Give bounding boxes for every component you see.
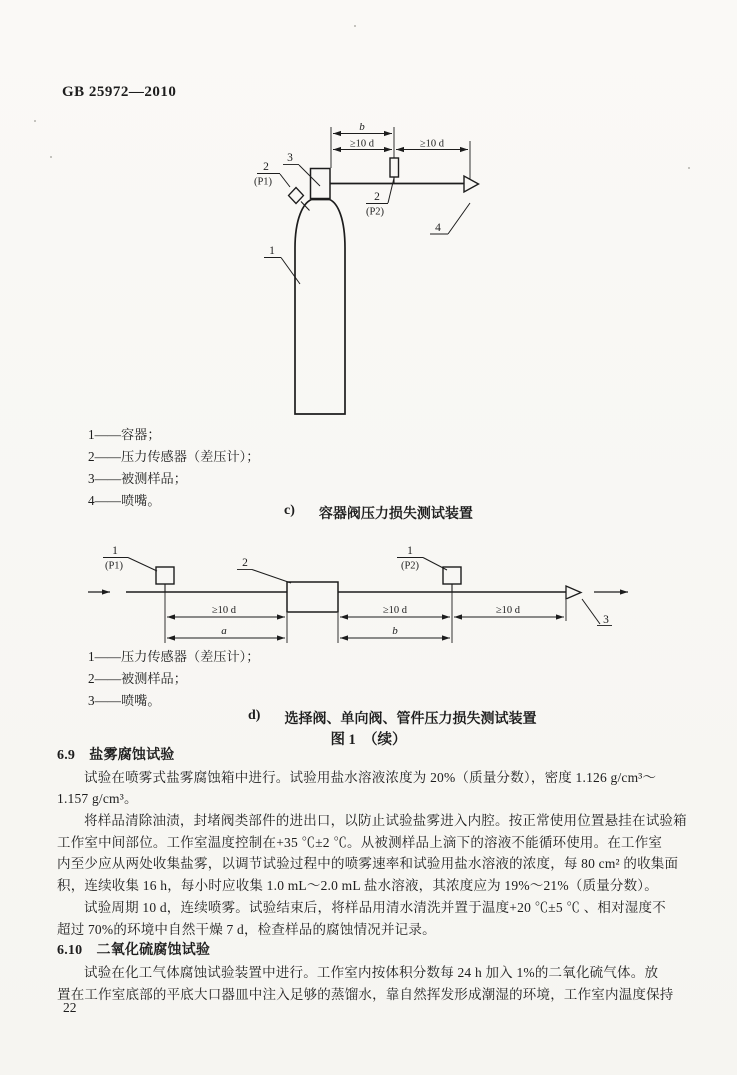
legend-item: 1——容器； <box>88 427 161 442</box>
callout-valve: 3 <box>287 152 293 164</box>
pressure-sensor-p1 <box>156 567 174 584</box>
callout-sensor1-num: 2 <box>263 161 269 173</box>
dim-label-10d: ≥10 d <box>211 605 237 616</box>
callout-nozzle: 3 <box>603 614 609 626</box>
dim-label-b: b <box>392 625 398 637</box>
dimension-extension-lines <box>331 127 470 181</box>
caption-c-label: c) <box>284 503 295 518</box>
dim-label-a: a <box>221 625 227 637</box>
figure-title: 图 1 （续） <box>330 732 407 748</box>
leader-line <box>423 558 447 571</box>
paragraph-line: 工作室中间部位。工作室温度控制在+35 ℃±2 ℃。从被测样品上滴下的溶液不能循环使用。在工作室 <box>57 834 663 850</box>
leader-line <box>281 258 300 285</box>
paragraph-line: 试验周期 10 d，连续喷雾。试验结束后，将样品用清水清洗并置于温度+20 ℃±5 ℃ 、相对湿度不 <box>84 899 666 915</box>
page-number: 22 <box>63 1000 77 1015</box>
paragraph-line: 内至少应从两处收集盐雾，以调节试验过程中的喷雾速率和试验用盐水溶液的浓度，每 80 cm² 的收集面 <box>57 856 679 872</box>
section-heading-6-10: 6.10 二氧化硫腐蚀试验 <box>57 943 211 959</box>
paragraph-line: 将样品清除油渍，封堵阀类部件的进出口，以防止试验盐雾进入内腔。按正常使用位置悬挂在试验箱 <box>84 813 687 829</box>
pressure-sensor-p2 <box>390 158 399 177</box>
body-text <box>57 745 685 1005</box>
callout-sensor1-tag: (P1) <box>253 176 273 188</box>
gas-cylinder <box>295 200 345 415</box>
paragraph-line: 置在工作室底部的平底大口器皿中注入足够的蒸馏水，靠自然挥发形成潮湿的环境，工作室内温度保持 <box>57 986 674 1002</box>
caption-d <box>248 708 536 728</box>
nozzle-symbol <box>566 586 581 599</box>
legend-item: 2——压力传感器（差压计）； <box>88 448 260 464</box>
diagram-valve-fitting-test <box>0 535 737 647</box>
paragraph-line: 超过 70%的环境中自然干燥 7 d，检查样品的腐蚀情况并记录。 <box>57 921 436 937</box>
dim-label-10d: ≥10 d <box>495 605 521 616</box>
scan-speck <box>354 25 356 27</box>
leader-line <box>128 558 157 572</box>
legend-item: 2——被测样品； <box>88 670 187 686</box>
callout-sensor2-tag: (P2) <box>400 560 420 572</box>
callout-sensor2-tag: (P2) <box>365 206 385 218</box>
test-sample <box>287 582 338 612</box>
caption-c-text: 容器阀压力损失测试装置 <box>318 507 473 522</box>
dim-label-b: b <box>359 121 365 133</box>
dim-label-10d: ≥10 d <box>419 138 445 150</box>
container-valve <box>311 169 331 199</box>
leader-line <box>582 599 600 624</box>
pressure-sensor-p1 <box>289 188 304 204</box>
dim-label-10d: ≥10 d <box>382 605 408 616</box>
leader-line <box>280 174 290 187</box>
leader-line <box>388 178 394 203</box>
caption-d-label: d) <box>248 708 261 723</box>
leader-line <box>448 203 470 234</box>
section-heading-6-9: 6.9 盐雾腐蚀试验 <box>57 748 175 763</box>
callout-sensor2-num: 1 <box>407 545 413 557</box>
callout-container: 1 <box>269 245 275 257</box>
callout-sample: 2 <box>242 557 248 569</box>
paragraph-line: 试验在化工气体腐蚀试验装置中进行。工作室内按体积分数每 24 h 加入 1%的二氧化硫气体。放 <box>84 964 659 980</box>
diagram-container-valve-test <box>0 110 737 422</box>
leader-line <box>252 570 291 584</box>
legend-c <box>88 424 259 512</box>
callout-sensor1-tag: (P1) <box>104 560 124 572</box>
legend-item: 1——压力传感器（差压计）； <box>88 649 260 664</box>
paragraph-line: 积，连续收集 16 h，每小时应收集 1.0 mL～2.0 mL 盐水溶液，其浓度应为 19%～21%（质量分数）。 <box>57 878 658 894</box>
paragraph-line: 试验在喷雾式盐雾腐蚀箱中进行。试验用盐水溶液浓度为 20%（质量分数），密度 1.126 g/cm³～ <box>84 769 657 785</box>
dim-label-10d: ≥10 d <box>349 138 375 150</box>
paragraph-line: 1.157 g/cm³。 <box>57 791 138 807</box>
legend-item: 4——喷嘴。 <box>88 492 161 508</box>
legend-item: 3——喷嘴。 <box>88 692 161 708</box>
standard-number: GB 25972—2010 <box>62 84 177 100</box>
caption-c <box>284 503 473 523</box>
legend-d <box>88 646 259 712</box>
caption-d-text: 选择阀、单向阀、管件压力损失测试装置 <box>284 712 537 727</box>
nozzle-symbol <box>464 176 479 192</box>
callout-nozzle: 4 <box>435 222 441 234</box>
callout-sensor2-num: 2 <box>374 191 380 203</box>
callout-sensor1-num: 1 <box>112 545 118 557</box>
legend-item: 3——被测样品； <box>88 470 187 486</box>
